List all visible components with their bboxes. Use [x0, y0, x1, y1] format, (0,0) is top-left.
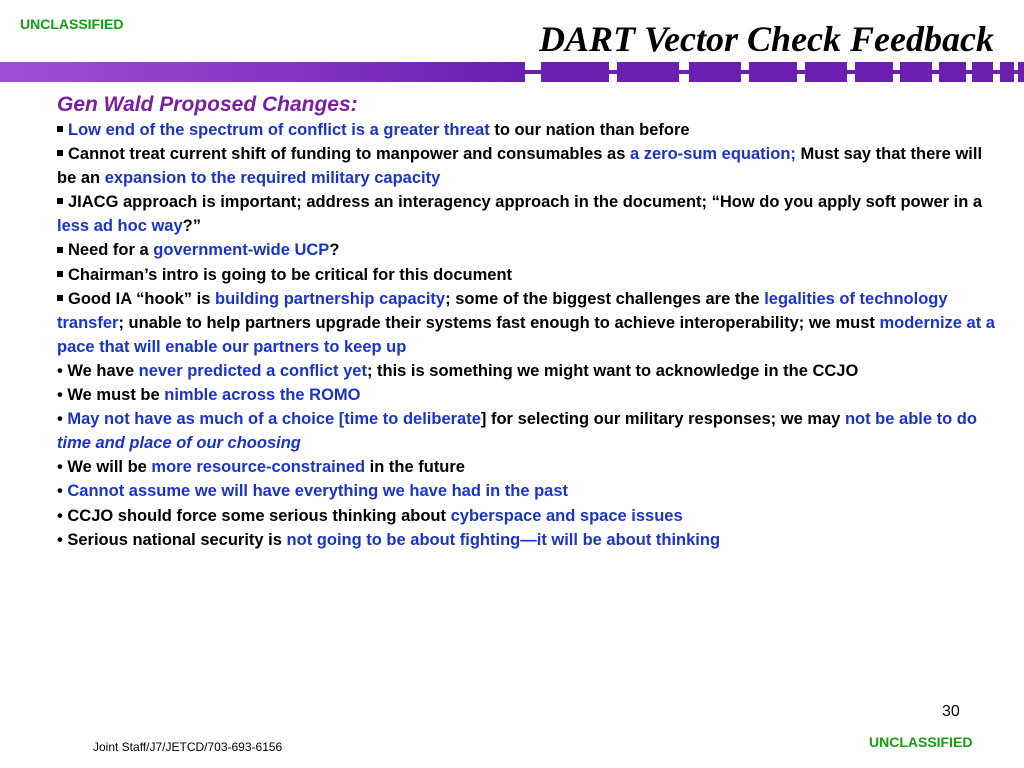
body-text: CCJO should force some serious thinking about — [67, 506, 451, 525]
divider-gradient — [0, 62, 525, 82]
body-text: We must be — [67, 386, 165, 405]
title-divider-bar — [0, 62, 1024, 82]
body-text: Cannot treat current shift of funding to manpower and consumables as — [68, 145, 630, 164]
bullet-item — [57, 238, 1002, 262]
bullet-item — [57, 479, 1002, 503]
body-text: ; this is something we might want to acknowledge in the CCJO — [366, 361, 859, 380]
body-text: in the future — [365, 458, 465, 477]
bullet-item — [57, 383, 1002, 407]
bullet-item — [57, 528, 1002, 552]
divider-block — [972, 62, 993, 82]
highlighted-text: less ad hoc way — [57, 217, 183, 236]
bullet-item — [57, 118, 1002, 142]
body-text: Serious national security is — [67, 530, 287, 549]
bullet-list — [57, 118, 1002, 552]
body-text: Need for a — [68, 241, 154, 260]
square-bullet-icon — [57, 247, 63, 253]
slide-title: DART Vector Check Feedback — [539, 19, 994, 59]
highlighted-text: never predicted a conflict yet — [138, 361, 367, 380]
page-number: 30 — [942, 703, 960, 720]
highlighted-text: not be able to do — [844, 410, 977, 429]
dot-bullet-icon: • — [57, 361, 68, 380]
square-bullet-icon — [57, 126, 63, 132]
highlighted-text: Low end of the spectrum of conflict is a greater threat — [68, 121, 490, 139]
body-text: JIACG approach is important; address an interagency approach in the document; “How do you apply soft power in a — [68, 193, 983, 212]
body-text: ? — [329, 241, 340, 260]
divider-block — [900, 62, 932, 82]
body-text: Must say that there will be an — [57, 145, 983, 188]
highlighted-text: building partnership capacity — [214, 289, 446, 308]
divider-block — [1018, 62, 1024, 82]
classification-marking-bottom: UNCLASSIFIED — [869, 734, 973, 750]
highlighted-text: more resource-constrained — [151, 458, 366, 477]
highlighted-text: May not have as much of a choice [time to deliberate — [67, 410, 481, 429]
footer-contact: Joint Staff/J7/JETCD/703-693-6156 — [93, 740, 283, 754]
body-text: ] for selecting our military responses; we may — [480, 410, 845, 429]
bullet-item — [57, 359, 1002, 383]
dot-bullet-icon: • — [57, 410, 68, 429]
highlighted-text: Cannot assume we will have everything we have had in the past — [67, 482, 569, 501]
highlighted-text: a zero-sum equation; — [629, 145, 796, 164]
bullet-item — [57, 504, 1002, 528]
classification-marking-top: UNCLASSIFIED — [20, 16, 124, 32]
divider-block — [1000, 62, 1014, 82]
highlighted-text: cyberspace and space issues — [450, 506, 683, 525]
bullet-item — [57, 263, 1002, 287]
divider-block — [541, 62, 609, 82]
dot-bullet-icon: • — [57, 458, 68, 477]
divider-block — [689, 62, 741, 82]
body-text: to our nation than before — [489, 121, 690, 139]
section-heading: Gen Wald Proposed Changes: — [57, 93, 358, 116]
bullet-item — [57, 407, 1002, 455]
divider-block — [749, 62, 797, 82]
square-bullet-icon — [57, 150, 63, 156]
bullet-item — [57, 287, 1002, 359]
dot-bullet-icon: • — [57, 530, 68, 549]
square-bullet-icon — [57, 271, 63, 277]
highlighted-text: government-wide UCP — [153, 241, 330, 260]
divider-block — [617, 62, 679, 82]
bullet-item — [57, 455, 1002, 479]
highlighted-text: nimble across the ROMO — [164, 386, 361, 405]
body-text: We have — [67, 361, 139, 380]
body-text: Good IA “hook” is — [68, 289, 215, 308]
dot-bullet-icon: • — [57, 506, 68, 525]
divider-block — [939, 62, 966, 82]
square-bullet-icon — [57, 295, 63, 301]
body-text: Chairman’s intro is going to be critical for this document — [68, 265, 513, 284]
body-text: We will be — [67, 458, 152, 477]
highlighted-text: expansion to the required military capacity — [104, 169, 441, 188]
square-bullet-icon — [57, 198, 63, 204]
body-text: ; some of the biggest challenges are the — [445, 289, 765, 308]
dot-bullet-icon: • — [57, 386, 68, 405]
slide-body — [57, 92, 1002, 552]
highlighted-text: not going to be about fighting—it will be about thinking — [286, 530, 721, 549]
body-text: ; unable to help partners upgrade their systems fast enough to achieve interoperability; we must — [118, 313, 880, 332]
highlighted-text: time and place of our choosing — [57, 434, 301, 453]
highlighted-text: legalities of technology transfer — [57, 289, 948, 332]
highlighted-text: modernize at a pace that will enable our partners to keep up — [57, 313, 995, 356]
dot-bullet-icon: • — [57, 482, 68, 501]
bullet-item — [57, 142, 1002, 190]
body-text: ?” — [182, 217, 201, 236]
divider-block — [855, 62, 893, 82]
divider-block — [805, 62, 847, 82]
bullet-item — [57, 190, 1002, 238]
